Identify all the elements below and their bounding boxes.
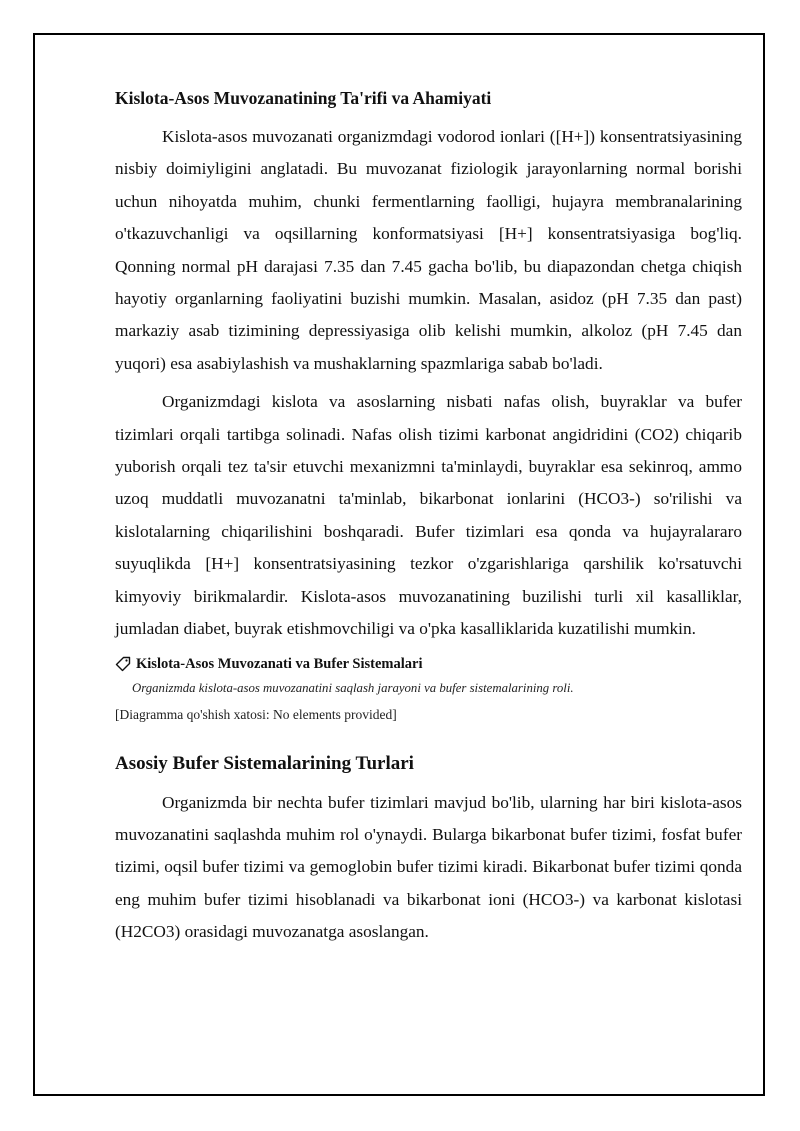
- diagram-caption: Organizmda kislota-asos muvozanatini saqlash jarayoni va bufer sistemalarining roli.: [132, 680, 574, 695]
- section-heading-buffer-types: Asosiy Bufer Sistemalarining Turlari: [115, 752, 414, 774]
- paragraph: Kislota-asos muvozanati organizmdagi vodorod ionlari ([H+]) konsentratsiyasining nisbiy doimiyligini anglatadi. Bu muvozanat fiziologik jarayonlarning normal borishi uchun nihoyatda muhim, chunki fermentlarning faolligi, hujayra membranalarining o'tkazuvchanligi va oqsillarning konformatsiyasi [H+] konsentratsiyasiga bog'liq. Qonning normal pH darajasi 7.35 dan 7.45 gacha bo'lib, bu diapazondan chetga chiqish hayotiy organlarning faoliyatini buzishi mumkin. Masalan, asidoz (pH 7.35 dan past) markaziy asab tizimining depressiyasiga olib kelishi mumkin, alkoloz (pH 7.45 dan yuqori) esa asabiylashish va mushaklarning spazmlariga sabab bo'ladi.: [115, 127, 742, 373]
- tag-icon: [115, 656, 131, 672]
- section-heading-definition: Kislota-Asos Muvozanatining Ta'rifi va Ahamiyati: [115, 88, 492, 108]
- diagram-error-message: [Diagramma qo'shish xatosi: No elements provided]: [115, 706, 397, 722]
- diagram-placeholder: [115, 654, 742, 725]
- paragraph: Organizmda bir nechta bufer tizimlari mavjud bo'lib, ularning har biri kislota-asos muvozanatini saqlashda muhim rol o'ynaydi. Bularga bikarbonat bufer tizimi, fosfat bufer tizimi, oqsil bufer tizimi va gemoglobin bufer tizimi kiradi. Bikarbonat bufer tizimi qonda eng muhim bufer tizimi hisoblanadi va bikarbonat ioni (HCO3-) va karbonat kislotasi (H2CO3) orasidagi muvozanatga asoslangan.: [115, 792, 742, 942]
- paragraph: Organizmdagi kislota va asoslarning nisbati nafas olish, buyraklar va bufer tizimlari orqali tartibga solinadi. Nafas olish tizimi karbonat angidridini (CO2) chiqarib yuborish orqali tez ta'sir etuvchi mexanizmni ta'minlaydi, buyraklar esa sekinroq, ammo uzoq muddatli muvozanatni ta'minlab, bikarbonat ionlarini (HCO3-) so'rilishi va kislotalarning chiqarilishini boshqaradi. Bufer tizimlari esa qonda va hujayralararo suyuqlikda [H+] konsentratsiyasining tezkor o'zgarishlariga qarshilik ko'rsatuvchi kimyoviy birikmalardir. Kislota-asos muvozanatining buzilishi turli xil kasalliklar, jumladan diabet, buyrak etishmovchiligi va o'pka kasalliklarida kuzatilishi mumkin.: [115, 392, 742, 639]
- diagram-title: Kislota-Asos Muvozanati va Bufer Sistemalari: [136, 655, 423, 672]
- document-content: [115, 86, 742, 955]
- diagram-title-row: [115, 654, 742, 674]
